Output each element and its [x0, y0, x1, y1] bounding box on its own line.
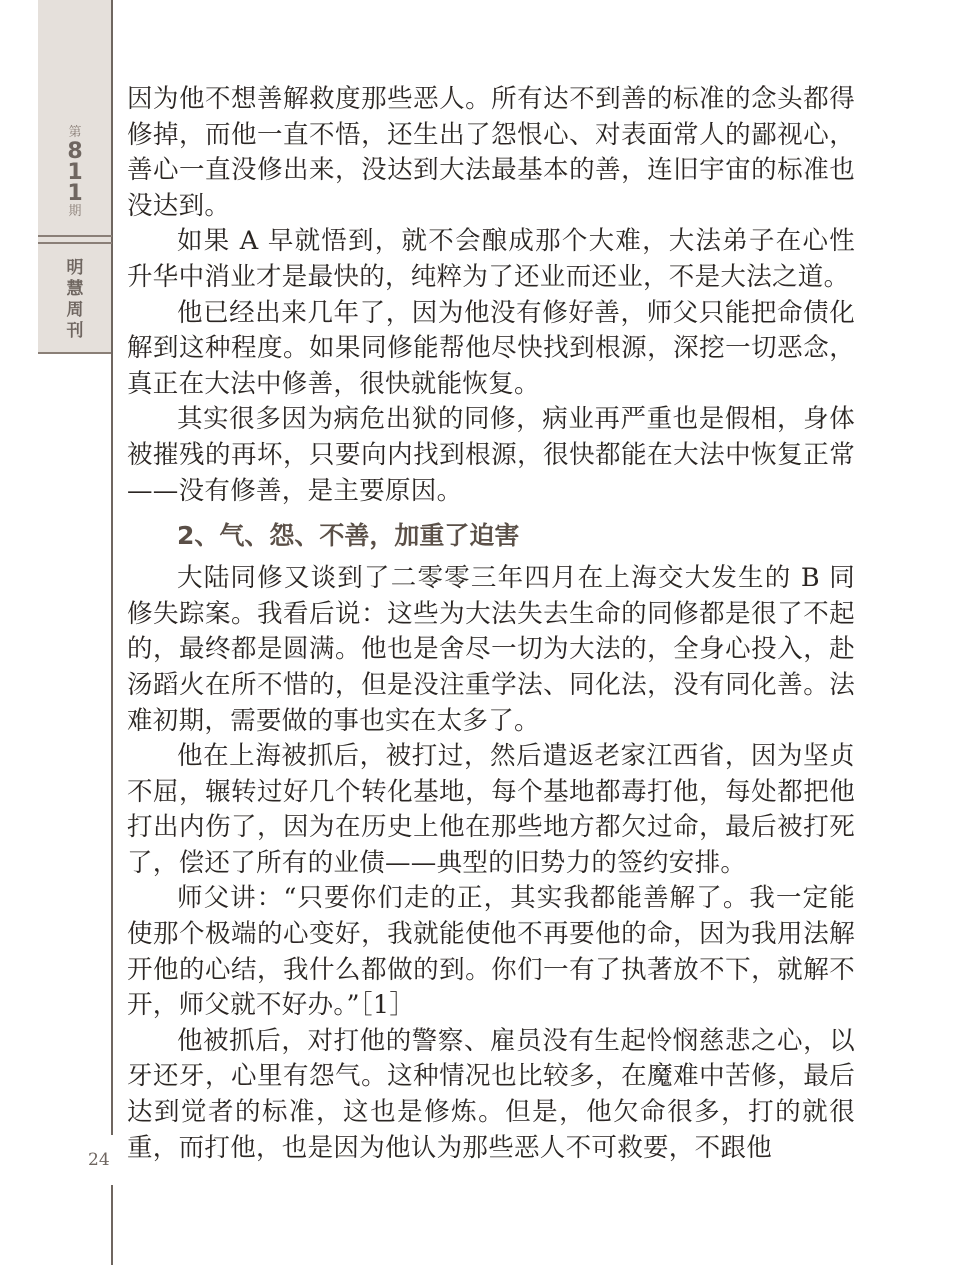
sidebar-tab-edge [38, 352, 112, 354]
issue-number [38, 141, 112, 204]
issue-label [38, 125, 112, 220]
issue-prefix: 第 [68, 125, 82, 140]
margin-rule-bottom [111, 1185, 113, 1265]
sidebar-divider [38, 235, 112, 237]
journal-char: 周 [66, 300, 84, 320]
article-body [127, 82, 855, 1166]
issue-digit: 8 [67, 139, 83, 164]
paragraph: 如果 A 早就悟到，就不会酿成那个大难，大法弟子在心性升华中消业才是最快的，纯粹为了还业而还业，不是大法之道。 [127, 226, 855, 292]
issue-digit: 1 [67, 160, 83, 185]
paragraph: 因为他不想善解救度那些恶人。所有达不到善的标准的念头都得修掉，而他一直不悟，还生出了怨恨心、对表面常人的鄙视心，善心一直没修出来，没达到大法最基本的善，连旧宇宙的标准也没达到。 [127, 84, 855, 221]
issue-digit: 1 [67, 181, 83, 206]
sidebar-divider [38, 242, 112, 244]
issue-suffix: 期 [68, 204, 82, 219]
section-heading: 2、气、怨、不善，加重了迫害 [177, 521, 520, 551]
paragraph: 其实很多因为病危出狱的同修，病业再严重也是假相，身体被摧残的再坏，只要向内找到根源，很快都能在大法中恢复正常——没有修善，是主要原因。 [127, 404, 855, 506]
journal-char: 刊 [66, 321, 84, 341]
paragraph: 他在上海被抓后，被打过，然后遣返老家江西省，因为坚贞不屈，辗转过好几个转化基地，每个基地都毒打他，每处都把他打出内伤了，因为在历史上他在那些地方都欠过命，最后被打死了，偿还了所有的业债——典型的旧势力的签约安排。 [127, 741, 855, 878]
journal-char: 慧 [66, 279, 84, 299]
page-number: 24 [88, 1150, 110, 1170]
paragraph: 大陆同修又谈到了二零零三年四月在上海交大发生的 B 同修失踪案。我看后说：这些为大法失去生命的同修都是很了不起的，最终都是圆满。他也是舍尽一切为大法的，全身心投入，赴汤蹈火在所不惜的，但是没注重学法、同化法，没有同化善。法难初期，需要做的事也实在太多了。 [127, 563, 855, 736]
paragraph: 师父讲：“只要你们走的正，其实我都能善解了。我一定能使那个极端的心变好，我就能使他不再要他的命，因为我用法解开他的心结，我什么都做的到。你们一有了执著放不下，就解不开，师父就不好办。”［1］ [127, 883, 855, 1021]
journal-name [38, 258, 112, 342]
paragraph: 他被抓后，对打他的警察、雇员没有生起怜悯慈悲之心，以牙还牙，心里有怨气。这种情况也比较多，在魔难中苦修，最后达到觉者的标准，这也是修炼。但是，他欠命很多，打的就很重，而打他，也是因为他认为那些恶人不可救要，不跟他 [127, 1025, 855, 1163]
journal-char: 明 [66, 258, 84, 278]
paragraph: 他已经出来几年了，因为他没有修好善，师父只能把命债化解到这种程度。如果同修能帮他尽快找到根源，深挖一切恶念，真正在大法中修善，很快就能恢复。 [127, 297, 855, 399]
